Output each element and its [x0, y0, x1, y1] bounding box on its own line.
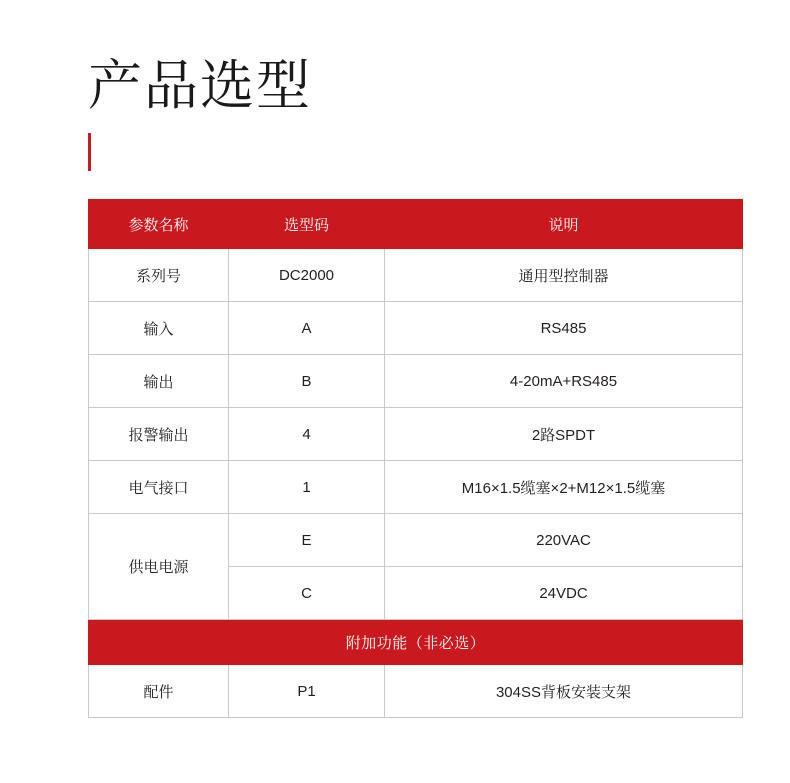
cell-selection-code: E	[229, 514, 385, 567]
title-accent-rule	[88, 133, 91, 171]
cell-selection-code: P1	[229, 665, 385, 718]
cell-parameter-name: 系列号	[89, 249, 229, 302]
cell-parameter-name: 供电电源	[89, 514, 229, 620]
cell-selection-code: DC2000	[229, 249, 385, 302]
table-body	[89, 249, 743, 718]
cell-parameter-name: 报警输出	[89, 408, 229, 461]
cell-description: 通用型控制器	[385, 249, 743, 302]
table-row	[89, 355, 743, 408]
cell-parameter-name: 输出	[89, 355, 229, 408]
cell-description: 304SS背板安装支架	[385, 665, 743, 718]
product-selection-table	[88, 199, 743, 718]
cell-parameter-name: 电气接口	[89, 461, 229, 514]
cell-description: RS485	[385, 302, 743, 355]
cell-parameter-name: 输入	[89, 302, 229, 355]
table-header	[89, 200, 743, 249]
cell-selection-code: A	[229, 302, 385, 355]
cell-selection-code: 4	[229, 408, 385, 461]
cell-description: 24VDC	[385, 567, 743, 620]
table-row	[89, 408, 743, 461]
table-row	[89, 302, 743, 355]
cell-selection-code: C	[229, 567, 385, 620]
cell-description: 2路SPDT	[385, 408, 743, 461]
section-label-optional-functions: 附加功能（非必选）	[89, 620, 743, 665]
page-title: 产品选型	[88, 56, 312, 116]
spec-table-container	[88, 199, 702, 718]
table-row	[89, 461, 743, 514]
column-header-description: 说明	[385, 200, 743, 249]
column-header-selection-code: 选型码	[229, 200, 385, 249]
cell-description: 4-20mA+RS485	[385, 355, 743, 408]
column-header-parameter-name: 参数名称	[89, 200, 229, 249]
cell-parameter-name: 配件	[89, 665, 229, 718]
cell-selection-code: 1	[229, 461, 385, 514]
table-row	[89, 514, 743, 567]
table-header-row	[89, 200, 743, 249]
page-header	[0, 0, 790, 117]
table-row	[89, 249, 743, 302]
cell-selection-code: B	[229, 355, 385, 408]
cell-description: 220VAC	[385, 514, 743, 567]
cell-description: M16×1.5缆塞×2+M12×1.5缆塞	[385, 461, 743, 514]
table-section-row	[89, 620, 743, 665]
table-row	[89, 665, 743, 718]
